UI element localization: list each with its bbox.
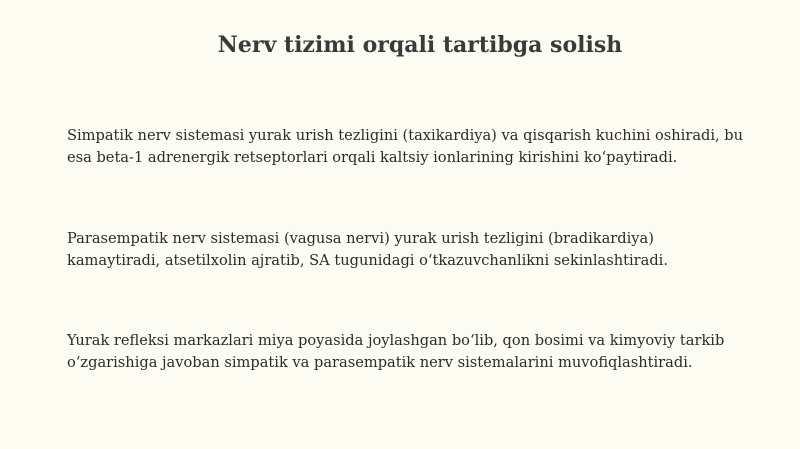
slide-title: Nerv tizimi orqali tartibga solish	[217, 32, 623, 58]
paragraph-parasympathetic: Parasempatik nerv sistemasi (vagusa nervi) yurak urish tezligini (bradikardiya) kamaytiradi, atsetilxolin ajratib, SA tugunidagi oʻtkazuvchanlikni sekinlashtiradi.	[67, 230, 668, 269]
paragraph-reflex-centers: Yurak refleksi markazlari miya poyasida joylashgan boʻlib, qon bosimi va kimyoviy tarkib oʻzgarishiga javoban simpatik va parasempatik nerv sistemalarini muvofiqlashtiradi.	[67, 332, 725, 371]
paragraph-sympathetic: Simpatik nerv sistemasi yurak urish tezligini (taxikardiya) va qisqarish kuchini oshiradi, bu esa beta-1 adrenergik retseptorlari orqali kaltsiy ionlarining kirishini koʻpaytiradi.	[67, 127, 744, 166]
